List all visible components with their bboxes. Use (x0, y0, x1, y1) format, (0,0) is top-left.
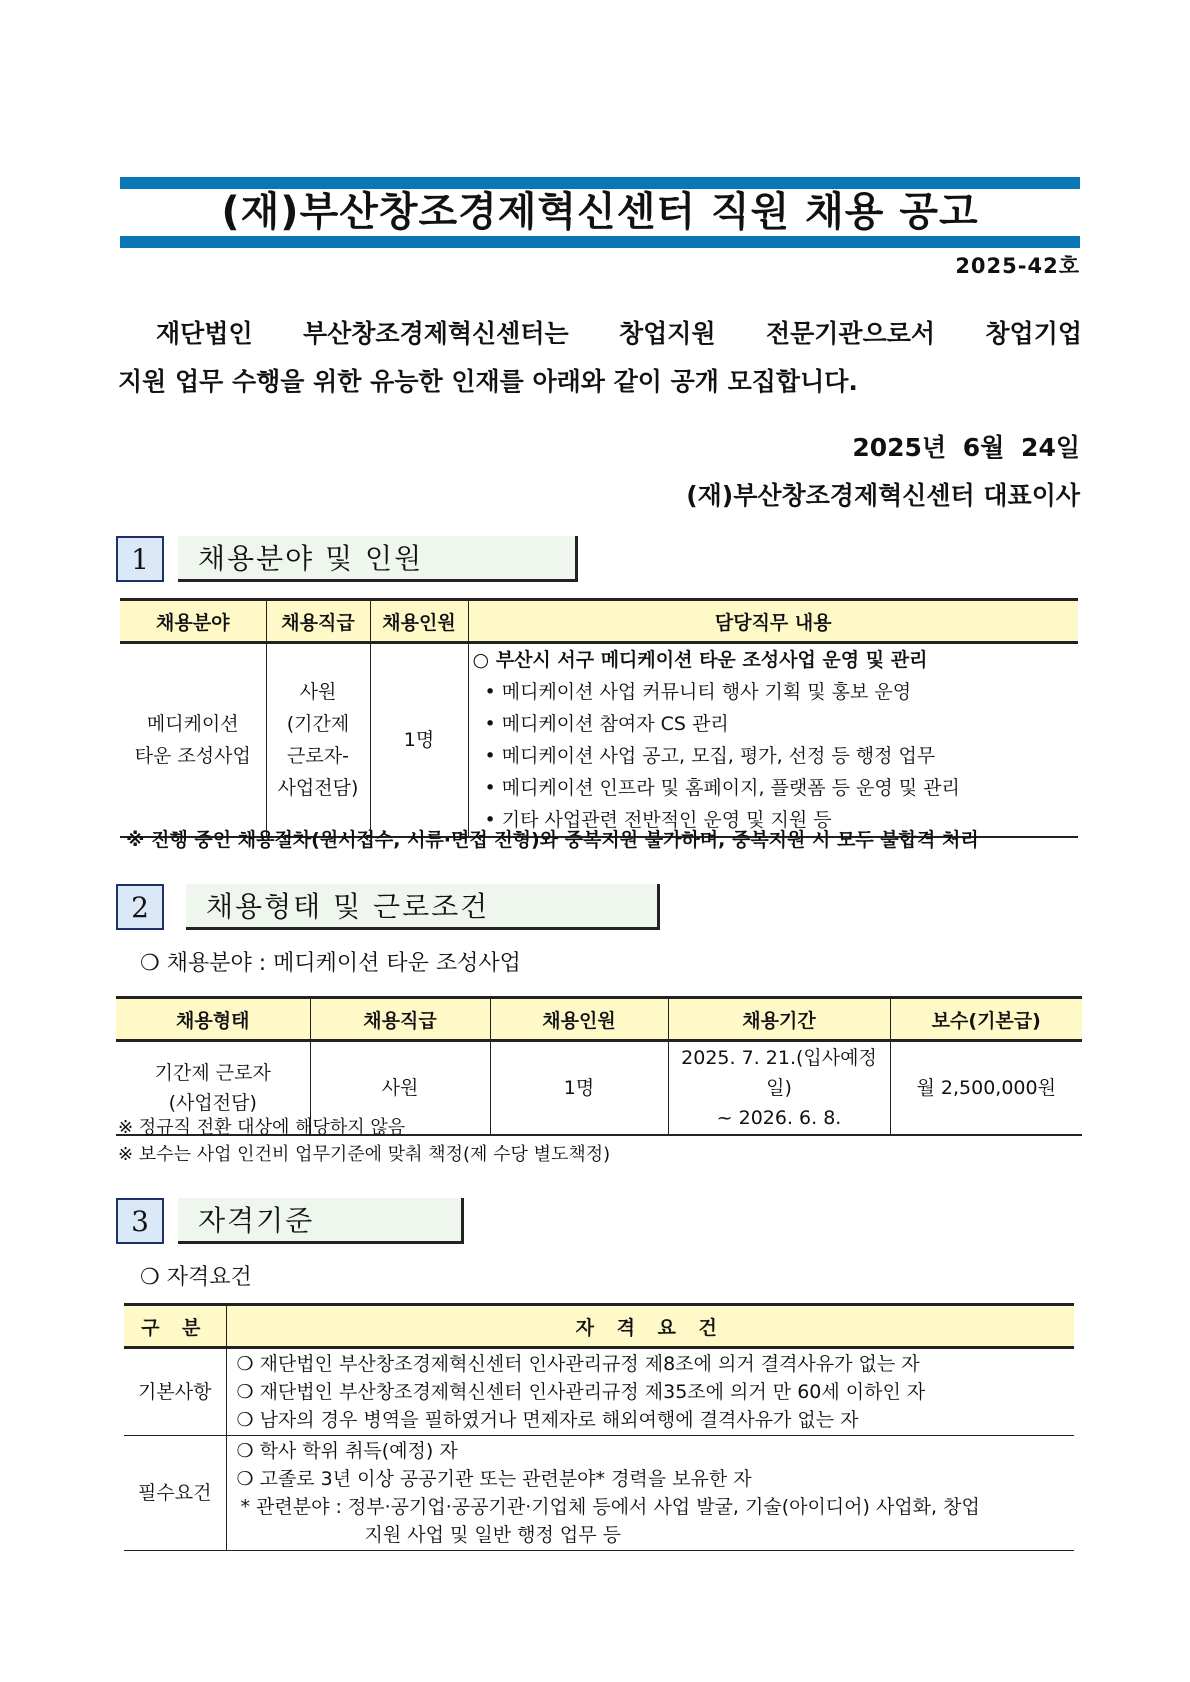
recruitment-table (120, 598, 1078, 838)
table-header-row (116, 998, 1082, 1041)
column-header: 채용인원 (370, 600, 468, 643)
requirement-item: ❍ 학사 학위 취득(예정) 자 (236, 1440, 458, 1462)
intro-paragraph (118, 310, 1082, 406)
basic-requirements-cell (226, 1348, 1074, 1436)
duty-item: • 메디케이션 참여자 CS 관리 (484, 713, 729, 735)
intro-line-2: 지원 업무 수행을 위한 유능한 인재를 아래와 같이 공개 모집합니다. (118, 367, 858, 396)
table-row (124, 1348, 1074, 1436)
section-number: 1 (116, 536, 164, 582)
pay-cell: 월 2,500,000원 (890, 1041, 1082, 1136)
rank-line: 사원 (299, 681, 337, 703)
duty-heading: ○ 부산시 서구 메디케이션 타운 조성사업 운영 및 관리 (472, 649, 928, 671)
note: ※ 정규직 전환 대상에 해당하지 않음 (118, 1117, 406, 1138)
notice-date: 2025년 6월 24일 (852, 433, 1080, 462)
rank-line: 근로자- (287, 745, 349, 767)
rank-line: 사업전담) (277, 777, 359, 799)
duty-item: • 메디케이션 인프라 및 홈페이지, 플랫폼 등 운영 및 관리 (484, 777, 960, 799)
section-2-subheading: ❍ 채용분야 : 메디케이션 타운 조성사업 (140, 951, 521, 976)
column-header: 채용직급 (310, 998, 490, 1041)
type-line: (사업전담) (168, 1092, 257, 1114)
intro-line-1: 재단법인 부산창조경제혁신센터는 창업지원 전문기관으로서 창업기업 (156, 319, 1082, 348)
notice-number: 2025-42호 (955, 254, 1080, 278)
duty-item: • 메디케이션 사업 커뮤니티 행사 기획 및 홍보 운영 (484, 681, 912, 703)
table-row (124, 1436, 1074, 1551)
table-row (120, 643, 1078, 838)
required-requirements-cell (226, 1436, 1074, 1551)
column-header: 보수(기본급) (890, 998, 1082, 1041)
field-cell (120, 643, 266, 838)
column-header: 자 격 요 건 (226, 1305, 1074, 1348)
section-title: 채용분야 및 인원 (178, 536, 578, 582)
duties-cell (468, 643, 1078, 838)
note: ※ 보수는 사업 인건비 업무기준에 맞춰 책정(제 수당 별도책정) (118, 1144, 611, 1165)
requirement-item: ❍ 남자의 경우 병역을 필하였거나 면제자로 해외여행에 결격사유가 없는 자 (236, 1409, 859, 1431)
period-line: 2025. 7. 21.(입사예정일) (681, 1047, 877, 1099)
column-header: 담당직무 내용 (468, 600, 1078, 643)
duty-item: • 기타 사업관련 전반적인 운영 및 지원 등 (484, 809, 832, 831)
count-cell: 1명 (370, 643, 468, 838)
field-line: 타운 조성사업 (134, 745, 251, 767)
column-header: 채용기간 (668, 998, 890, 1041)
period-cell (668, 1041, 890, 1136)
rank-cell (266, 643, 370, 838)
table-header-row (120, 600, 1078, 643)
requirement-item: ❍ 재단법인 부산창조경제혁신센터 인사관리규정 제35조에 의거 만 60세 이하인 자 (236, 1381, 926, 1403)
page-title: (재)부산창조경제혁신센터 직원 채용 공고 (221, 189, 979, 235)
section-title: 채용형태 및 근로조건 (186, 884, 660, 930)
footnote-line: * 관련분야 : 정부·공기업·공공기관·기업체 등에서 사업 발굴, 기술(아이디어) 사업화, 창업 (240, 1496, 980, 1518)
rank-line: (기간제 (286, 713, 350, 735)
section-title: 자격기준 (178, 1198, 464, 1244)
qualifications-table (124, 1303, 1074, 1551)
required-label-cell: 필수요건 (124, 1436, 226, 1551)
duplicate-application-warning: ※ 진행 중인 채용절차(원서접수, 서류·면접 전형)와 중복지원 불가하며, 중복지원 시 모두 불합격 처리 (126, 829, 979, 851)
section-number: 2 (116, 884, 164, 930)
type-line: 기간제 근로자 (154, 1062, 271, 1084)
column-header: 채용직급 (266, 600, 370, 643)
column-header: 구 분 (124, 1305, 226, 1348)
duty-item: • 메디케이션 사업 공고, 모집, 평가, 선정 등 행정 업무 (484, 745, 936, 767)
field-line: 메디케이션 (146, 713, 239, 735)
title-bar-bottom (120, 236, 1080, 248)
column-header: 채용인원 (490, 998, 668, 1041)
footnote-line: 지원 사업 및 일반 행정 업무 등 (364, 1524, 621, 1546)
count-cell: 1명 (490, 1041, 668, 1136)
column-header: 채용형태 (116, 998, 310, 1041)
requirement-item: ❍ 고졸로 3년 이상 공공기관 또는 관련분야* 경력을 보유한 자 (236, 1468, 752, 1490)
issuer: (재)부산창조경제혁신센터 대표이사 (686, 481, 1080, 510)
requirement-item: ❍ 재단법인 부산창조경제혁신센터 인사관리규정 제8조에 의거 결격사유가 없는 자 (236, 1353, 920, 1375)
basic-label-cell: 기본사항 (124, 1348, 226, 1436)
period-line: ~ 2026. 6. 8. (716, 1107, 842, 1129)
column-header: 채용분야 (120, 600, 266, 643)
section-3-subheading: ❍ 자격요건 (140, 1265, 252, 1290)
rank-cell: 사원 (310, 1041, 490, 1136)
section-number: 3 (116, 1198, 164, 1244)
table-header-row (124, 1305, 1074, 1348)
